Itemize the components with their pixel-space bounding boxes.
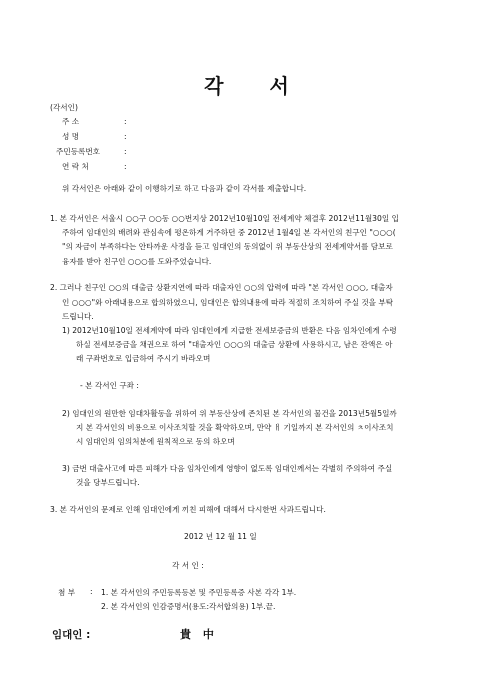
- item2-sub1-line1: 1) 2012년10월10일 전세계약에 따라 임대인에게 지급한 전세보증금의 반환은 다음 임차인에게 수령: [62, 326, 397, 335]
- info-colon: :: [124, 132, 127, 141]
- info-colon: :: [124, 117, 127, 126]
- item1-line4: 융자를 받아 친구인 ○○○를 도와주었습니다.: [62, 257, 212, 266]
- item2-sub2-line2: 지 본 각서인의 비용으로 이사조치할 것을 확약하오며, 만약 ㅐ 기일까지 본 각서인의 ㅊ이사조치: [76, 423, 394, 432]
- info-row-address: [62, 115, 134, 129]
- info-row-name: [62, 130, 134, 144]
- item2-sub3-line1: 3) 금번 대출사고에 따른 피해가 다음 임차인에게 영향이 없도록 임대인께서는 각별히 주의하여 주실: [62, 464, 393, 473]
- item2-sub3-line2: 것을 당부드립니다.: [76, 478, 140, 487]
- info-label: 주민등록번호: [56, 147, 101, 156]
- item2-sub1-line3: 래 구좌번호로 입금하여 주시기 바라오며: [76, 354, 211, 363]
- attachments-colon: :: [90, 587, 93, 596]
- item2-sub1-line2: 하실 전세보증금을 채권으로 하여 "대출자인 ○○○의 대출금 상환에 사용하시고, 남은 잔액은 아: [76, 340, 393, 349]
- item2-line2: 인 ○○○"와 아래내용으로 합의하였으니, 임대인은 합의내용에 따라 적절히 조치하여 주실 것을 부탁: [62, 298, 394, 307]
- info-colon: :: [124, 147, 127, 156]
- item2-line1: 2. 그러나 친구인 ○○의 대출금 상환지연에 따라 대출자인 ○○의 압력에 따라 "본 각서인 ○○○, 대출자: [50, 283, 393, 292]
- info-label: 주 소: [62, 117, 80, 126]
- document-date: 2012 년 12 월 11 일: [184, 532, 257, 541]
- item2-sub2-line1: 2) 임대인의 원만한 임대차활동을 위하여 위 부동산상에 존치된 본 각서인의 물건을 2013년5월5일까: [62, 409, 397, 418]
- info-colon: :: [124, 162, 127, 171]
- item1-line1: 1. 본 각서인은 서울시 ○○구 ○○동 ○○번지상 2012년10월10일 전세계약 체결후 2012년11월30일 입: [50, 214, 399, 223]
- info-label: 성 명: [62, 132, 80, 141]
- intro-paragraph: 위 각서인은 아래와 같이 이행하기로 하고 다음과 같이 각서를 제출합니다.: [62, 184, 307, 193]
- info-row-resident-number: [56, 145, 134, 159]
- bank-account-line: - 본 각서인 구좌 :: [80, 381, 139, 390]
- attachments-label: 첨 부: [58, 588, 76, 597]
- lessor-name: 貴 中: [180, 628, 218, 641]
- signer-label: 각 서 인 :: [172, 561, 204, 570]
- info-row-contact: [62, 160, 134, 174]
- title-char-2: 서: [269, 74, 291, 98]
- info-label: 연 락 처: [62, 162, 89, 171]
- lessor-label: 임대인 :: [52, 629, 91, 641]
- title-char-1: 각: [204, 74, 226, 98]
- item2-line3: 드립니다.: [62, 312, 94, 321]
- item3-apology: 3. 본 각서인의 문제로 인해 임대인에게 끼친 피해에 대해서 다시한번 사과드립니다.: [50, 505, 326, 514]
- document-title: [0, 70, 495, 99]
- item2-sub2-line3: 시 임대인의 임의처분에 원칙적으로 동의 하오며: [76, 437, 235, 446]
- item1-line3: "의 자금이 부족하다는 안타까운 사정을 듣고 임대인의 동의없이 위 부동산상의 전세계약서를 담보로: [62, 242, 393, 251]
- item1-line2: 주하여 임대인의 배려와 관심속에 평온하게 거주하던 중 2012년 1월4일 본 각서인의 친구인 "○○○(: [62, 228, 396, 237]
- attachment-item-2: 2. 본 각서인의 인감증명서(용도:각서합의용) 1부.끝.: [101, 602, 276, 611]
- signer-header-label: (각서인): [50, 103, 78, 112]
- attachment-item-1: 1. 본 각서인의 주민등록등본 및 주민등록증 사본 각각 1부.: [101, 588, 297, 597]
